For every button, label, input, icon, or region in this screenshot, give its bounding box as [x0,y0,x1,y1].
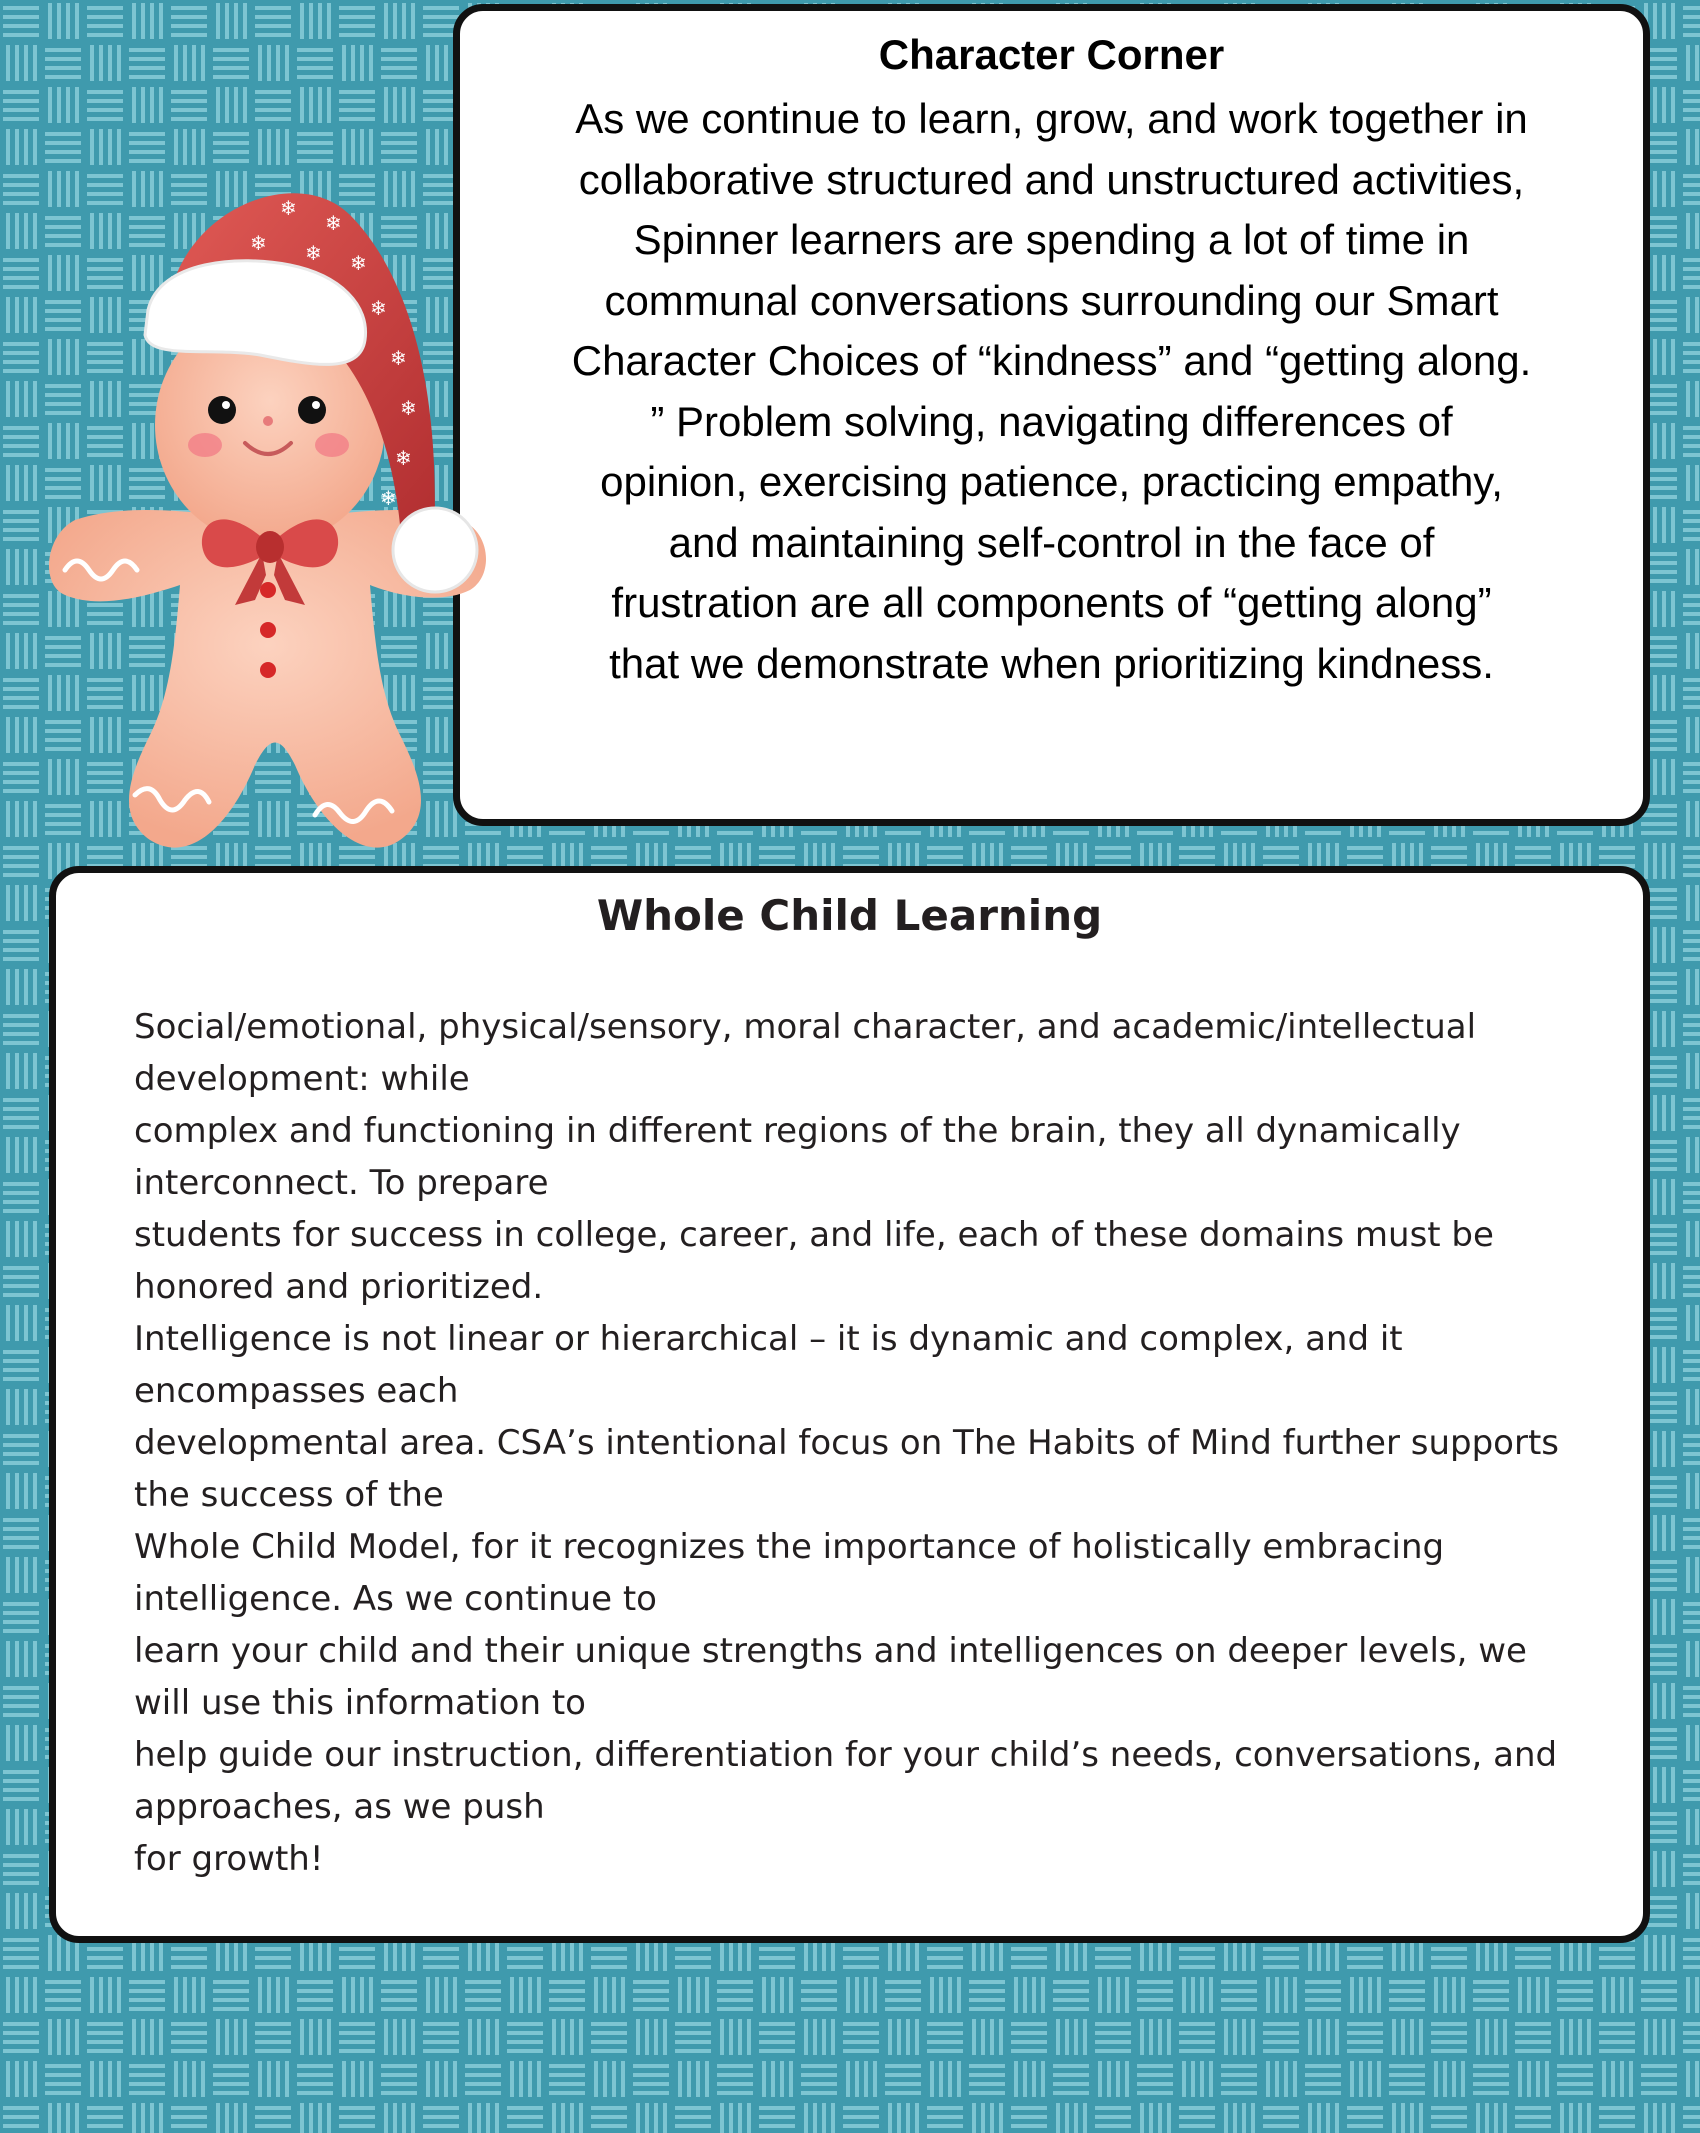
svg-text:❄: ❄ [280,196,297,220]
whole-child-line: Whole Child Model, for it recognizes the importance of holistically embracing [134,1527,1445,1567]
whole-child-line: learn your child and their unique strengths and intelligences on deeper levels, we [134,1631,1527,1671]
character-corner-line: ” Problem solving, navigating differences of [650,397,1453,445]
whole-child-line: honored and prioritized. [134,1267,544,1307]
svg-text:❄: ❄ [380,486,397,510]
whole-child-line: Intelligence is not linear or hierarchical – it is dynamic and complex, and it [134,1319,1403,1359]
svg-text:❄: ❄ [400,396,417,420]
character-corner-line: collaborative structured and unstructured activities, [578,155,1525,203]
whole-child-line: will use this information to [134,1683,586,1723]
character-corner-body [530,89,1573,694]
whole-child-line: approaches, as we push [134,1787,545,1827]
whole-child-line: Social/emotional, physical/sensory, moral character, and academic/intellectual [134,1007,1477,1047]
character-corner-line: opinion, exercising patience, practicing empathy, [600,458,1503,505]
character-corner-line: Spinner learners are spending a lot of time in [633,216,1470,263]
svg-text:❄: ❄ [250,231,267,255]
character-corner-line: and maintaining self-control in the face of [668,518,1435,566]
whole-child-line: the success of the [134,1475,444,1515]
whole-child-line: complex and functioning in different regions of the brain, they all dynamically [134,1111,1461,1151]
whole-child-line: intelligence. As we continue to [134,1579,657,1619]
whole-child-line: encompasses each [134,1371,459,1411]
svg-text:❄: ❄ [390,346,407,370]
character-corner-card [453,4,1650,826]
whole-child-learning-title: Whole Child Learning [596,891,1103,940]
whole-child-line: students for success in college, career, and life, each of these domains must be [134,1215,1494,1255]
svg-text:❄: ❄ [350,251,367,275]
character-corner-line: frustration are all components of “getting along” [611,579,1492,626]
character-corner-line: Character Choices of “kindness” and “getting along. [571,337,1532,384]
svg-text:❄: ❄ [395,446,412,470]
whole-child-line: development: while [134,1059,470,1099]
whole-child-line: interconnect. To prepare [134,1163,549,1203]
svg-text:❄: ❄ [325,211,342,235]
whole-child-line: help guide our instruction, differentiation for your child’s needs, conversations, and [134,1735,1558,1775]
whole-child-learning-card [49,866,1650,1943]
svg-text:❄: ❄ [305,241,322,265]
svg-text:❄: ❄ [370,296,387,320]
character-corner-title: Character Corner [878,31,1225,78]
whole-child-line: developmental area. CSA’s intentional focus on The Habits of Mind further supports [134,1423,1560,1463]
character-corner-line: As we continue to learn, grow, and work together in [575,95,1528,142]
character-corner-line: communal conversations surrounding our Smart [604,276,1499,324]
gingerbread-illustration [40,175,500,865]
whole-child-line: for growth! [134,1839,324,1879]
character-corner-line: that we demonstrate when prioritizing kindness. [609,639,1494,687]
whole-child-learning-body [134,1001,1603,1885]
